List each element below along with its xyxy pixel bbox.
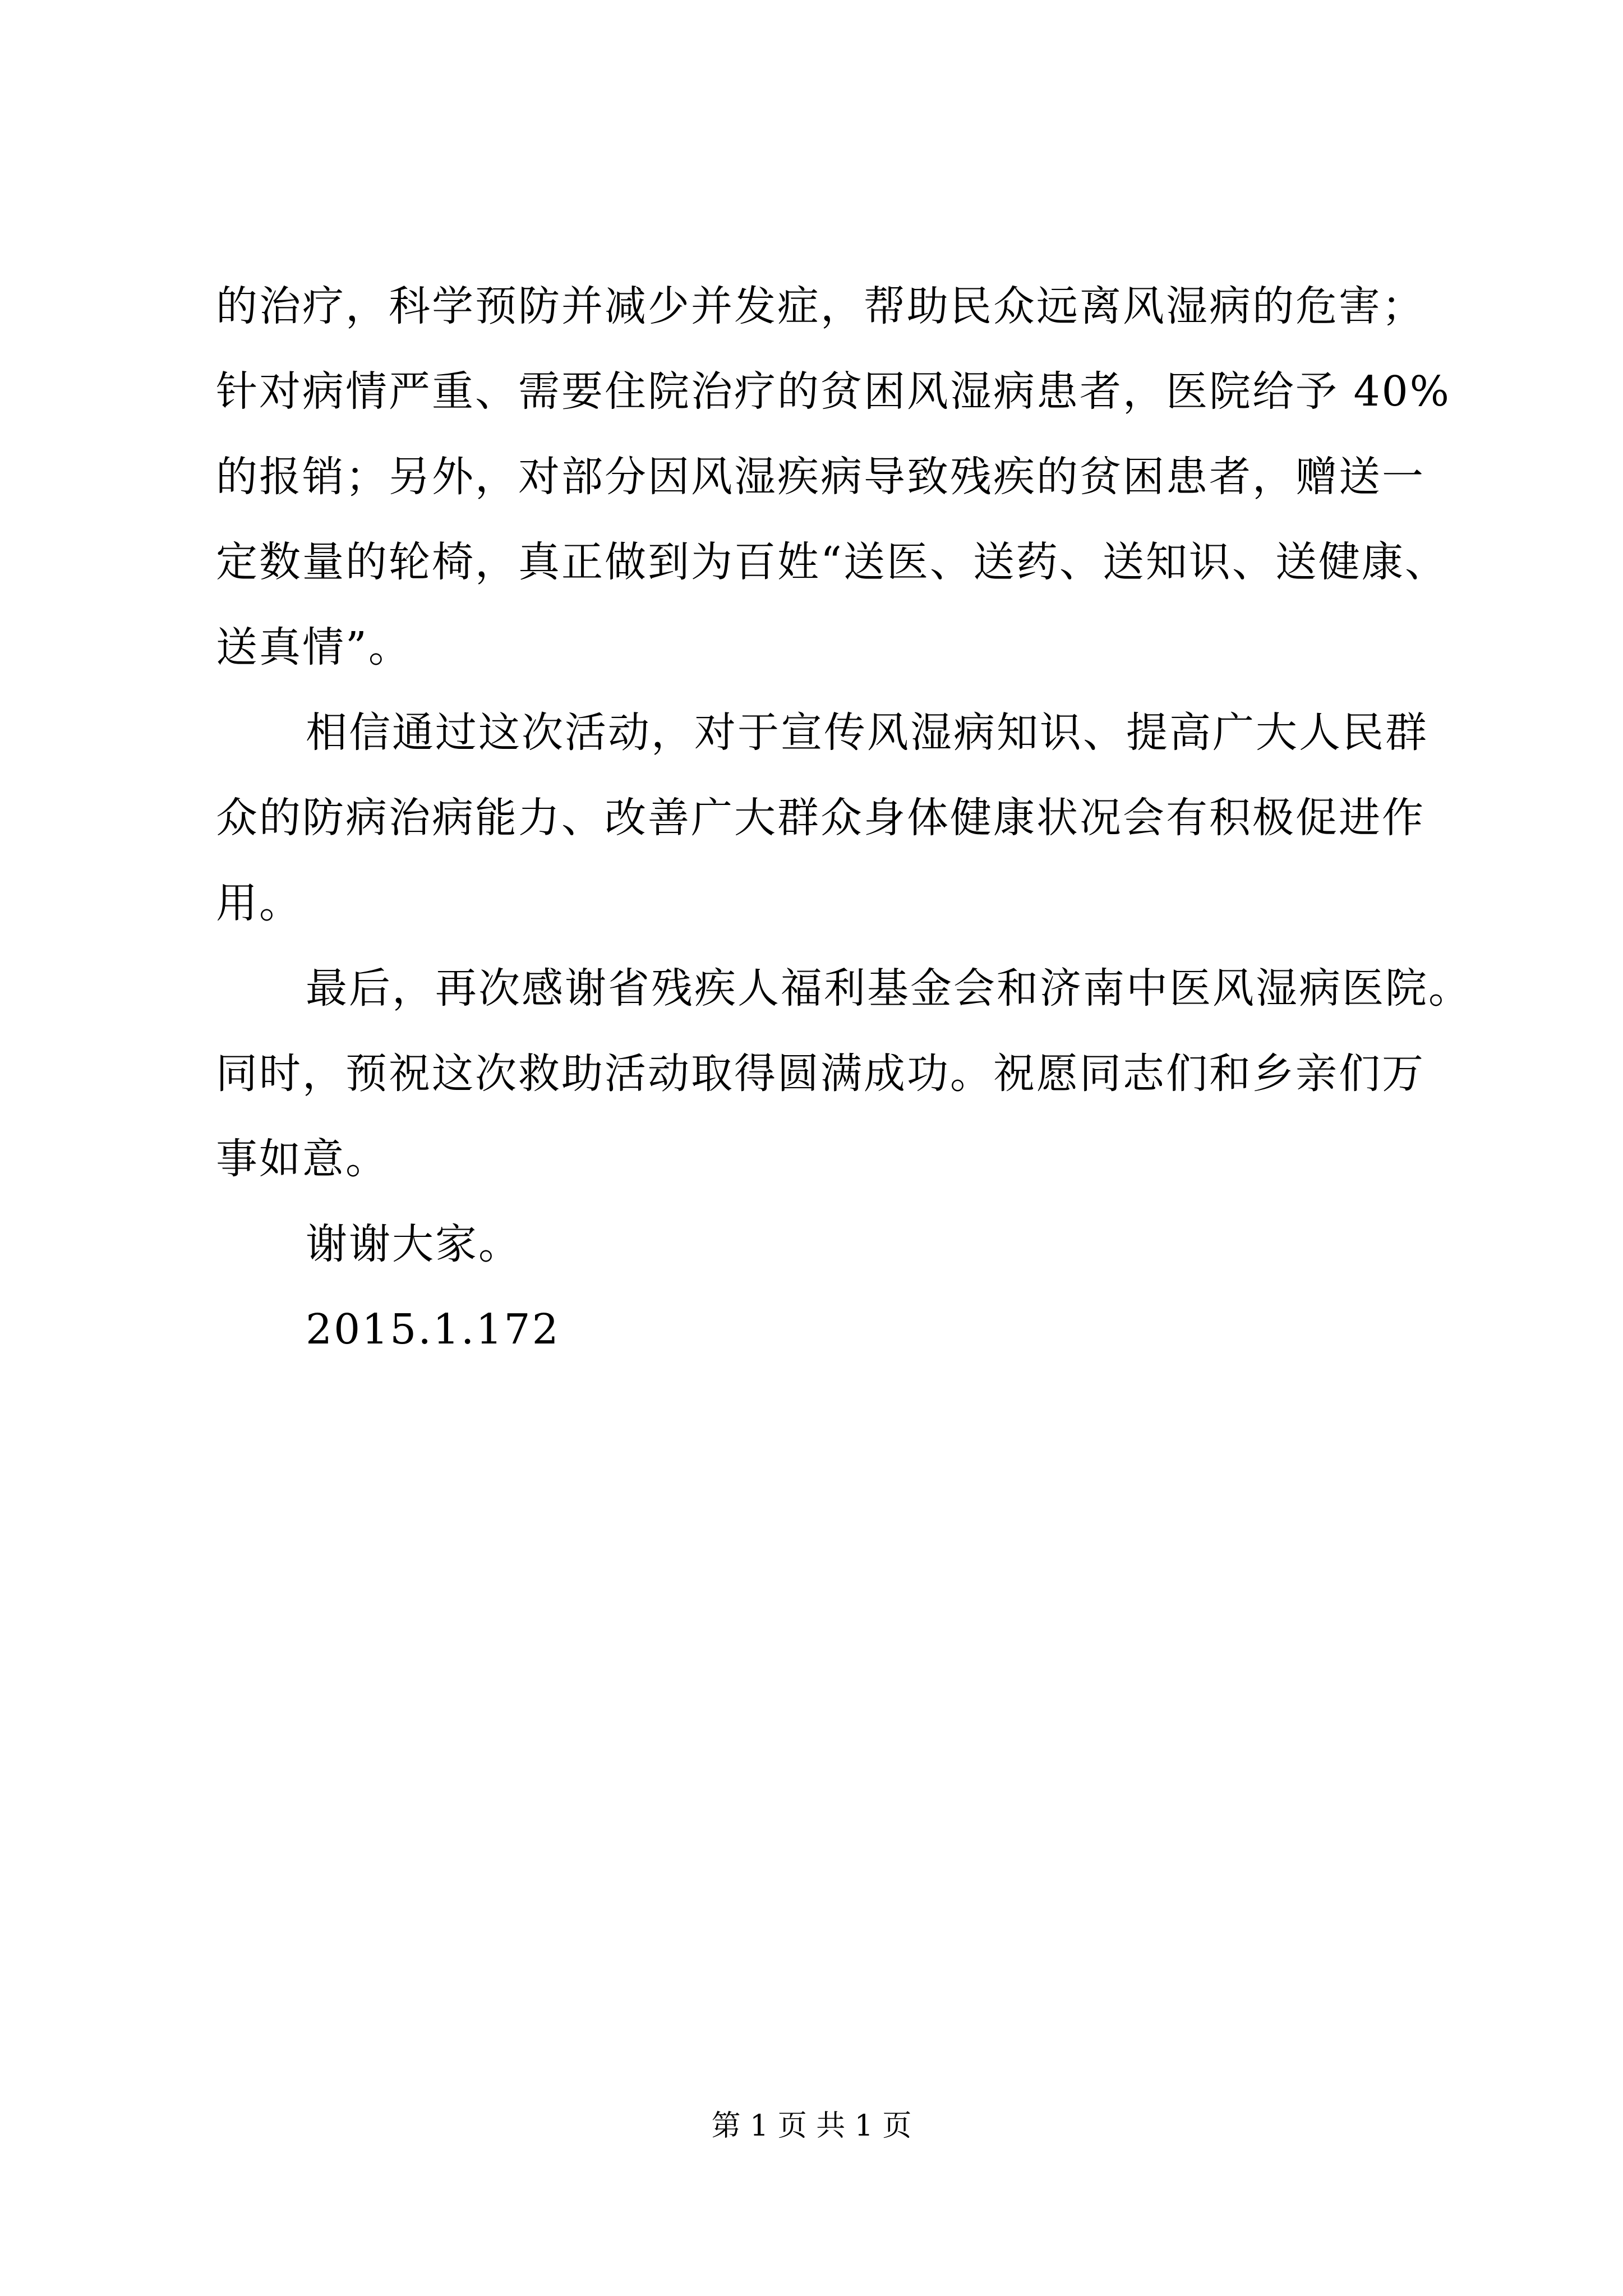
text-line: 针对病情严重、需要住院治疗的贫困风湿病患者，医院给予 40% bbox=[216, 367, 1451, 416]
text-line: 送真情”。 bbox=[216, 623, 412, 671]
paragraph-start-line: 相信通过这次活动，对于宣传风湿病知识、提高广大人民群 bbox=[306, 708, 1428, 757]
text-line: 的治疗，科学预防并减少并发症，帮助民众远离风湿病的危害； bbox=[216, 282, 1425, 330]
paragraph-start-line: 最后，再次感谢省残疾人福利基金会和济南中医风湿病医院。 bbox=[306, 964, 1472, 1013]
text-line: 定数量的轮椅，真正做到为百姓“送医、送药、送知识、送健康、 bbox=[216, 538, 1448, 586]
text-line: 事如意。 bbox=[216, 1135, 389, 1183]
text-line: 用。 bbox=[216, 879, 302, 927]
document-date: 2015.1.172 bbox=[306, 1305, 560, 1354]
text-line: 同时，预祝这次救助活动取得圆满成功。祝愿同志们和乡亲们万 bbox=[216, 1050, 1425, 1098]
page-footer: 第 1 页 共 1 页 bbox=[711, 2109, 912, 2143]
body-text bbox=[216, 264, 1472, 1372]
text-line: 的报销；另外，对部分因风湿疾病导致残疾的贫困患者，赠送一 bbox=[216, 453, 1425, 501]
text-line: 众的防病治病能力、改善广大群众身体健康状况会有积极促进作 bbox=[216, 794, 1425, 842]
closing-thanks: 谢谢大家。 bbox=[306, 1220, 522, 1268]
